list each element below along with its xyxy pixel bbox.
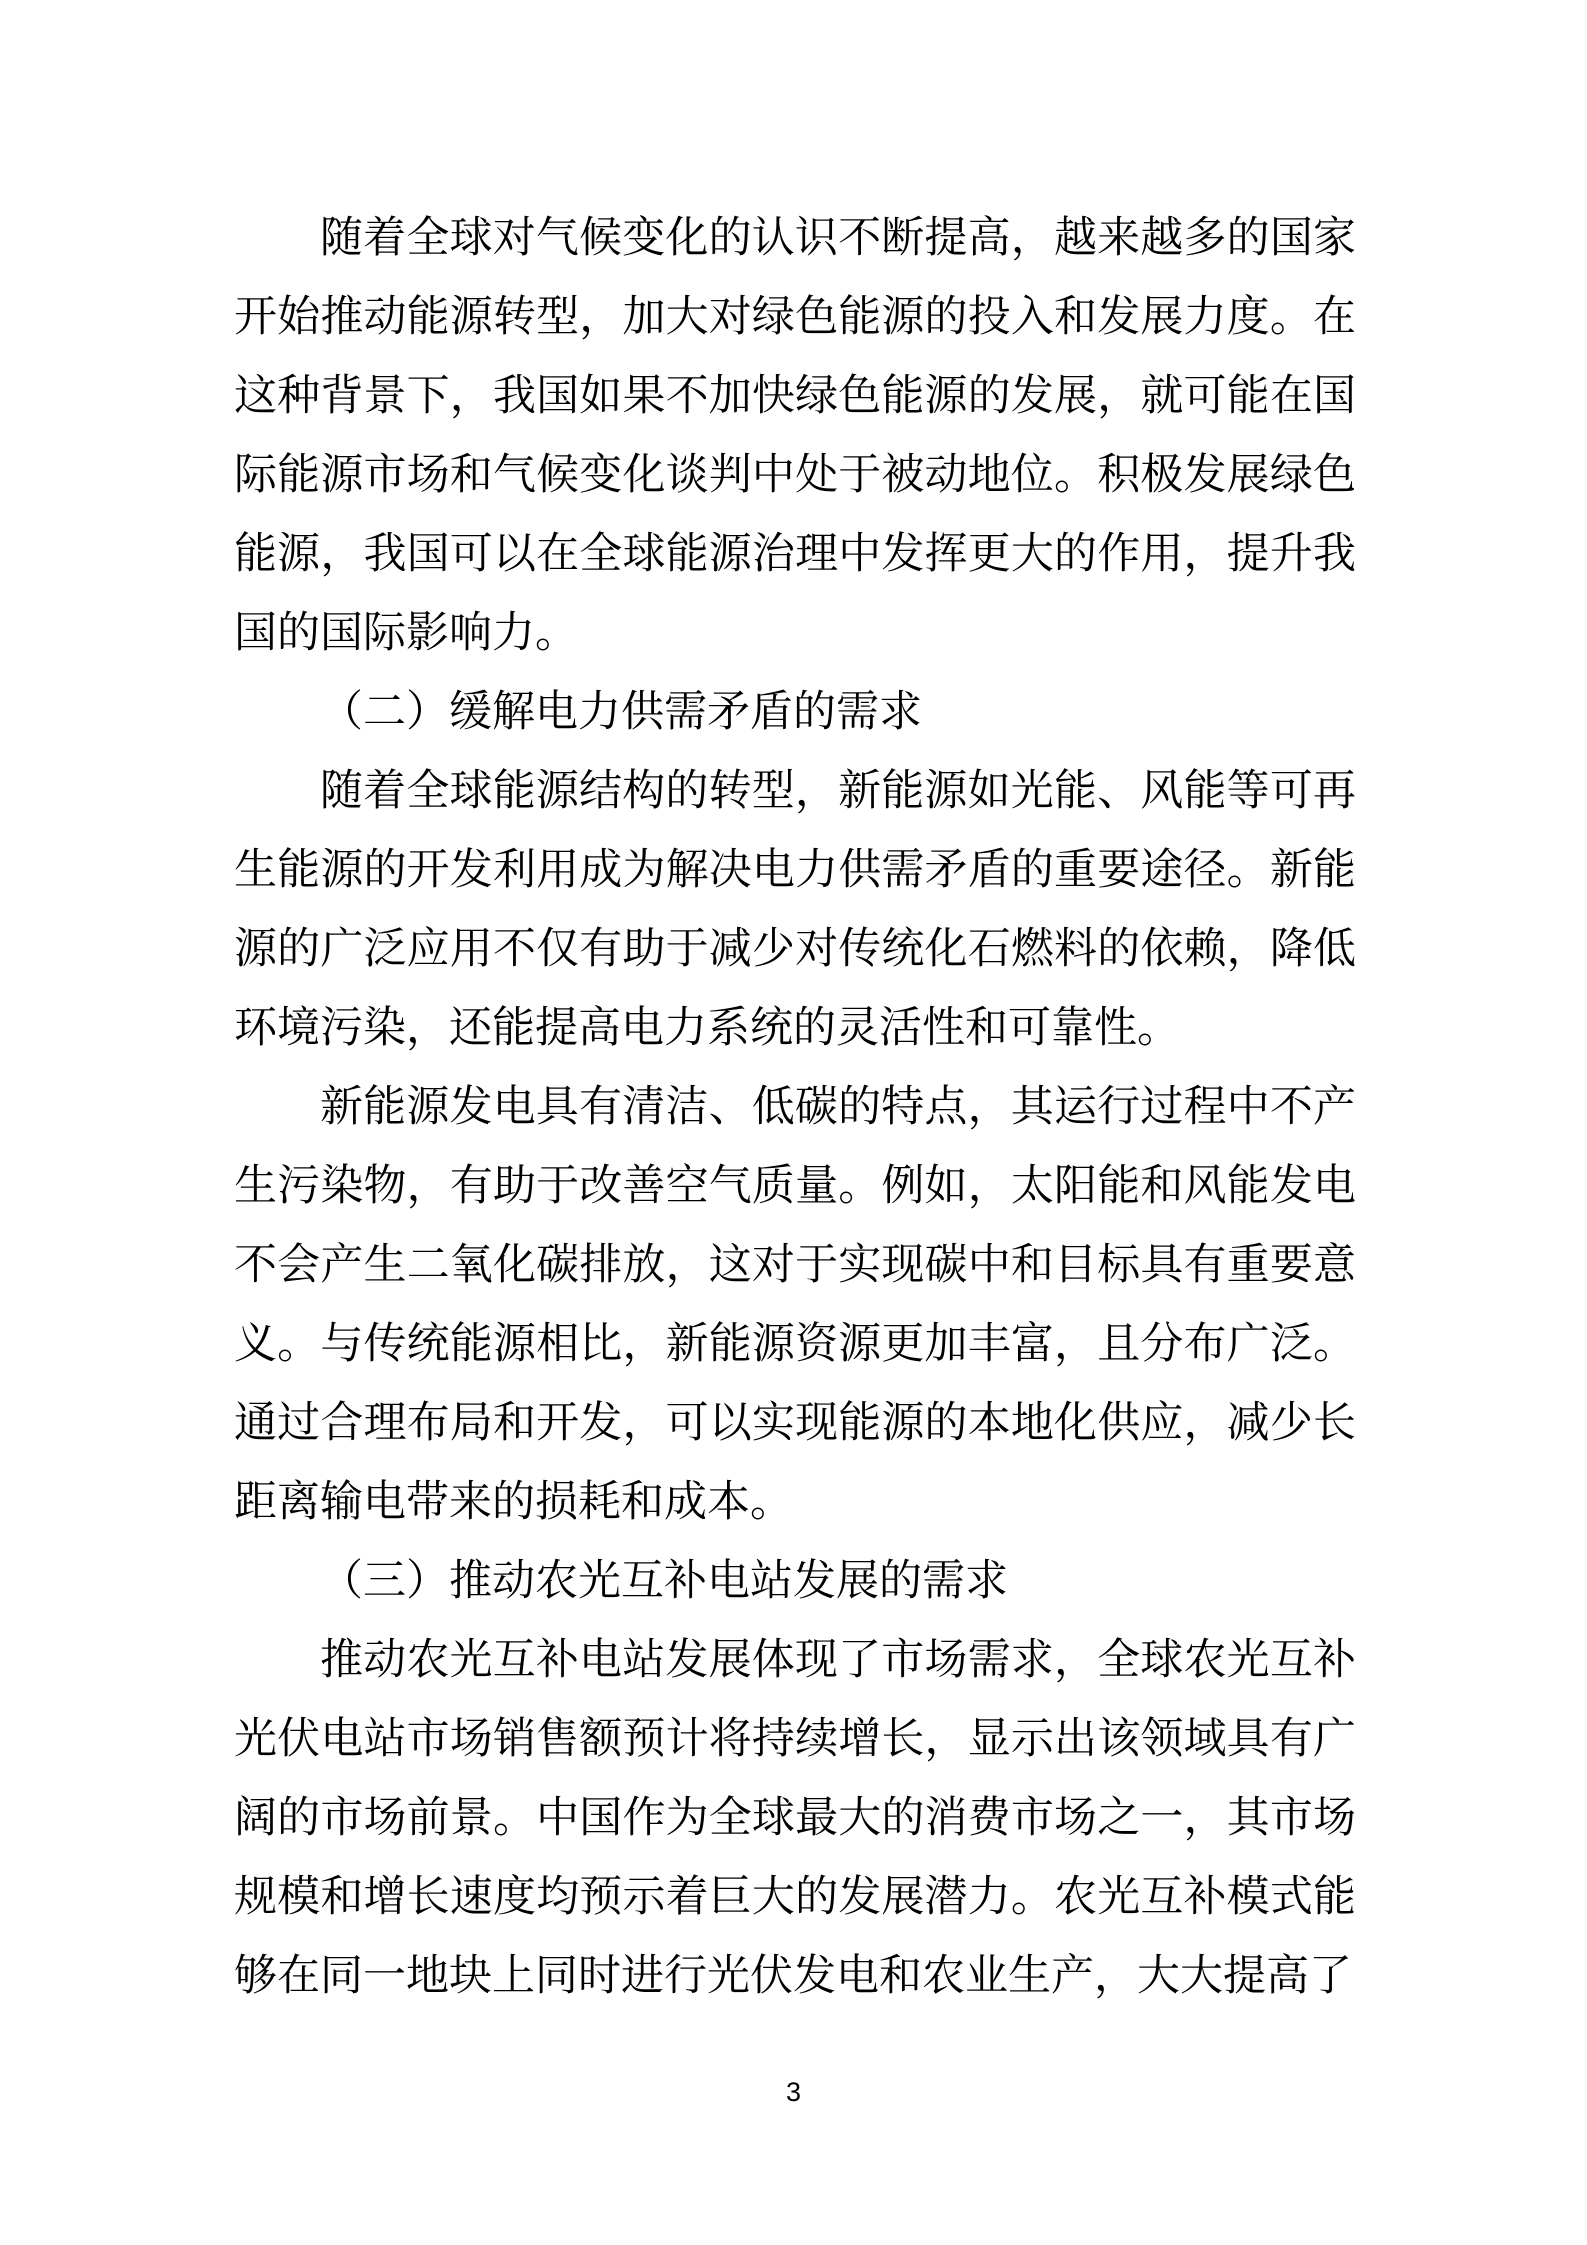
paragraph: 随着全球对气候变化的认识不断提高，越来越多的国家开始推动能源转型，加大对绿色能源的投入和发展力度。在这种背景下，我国如果不加快绿色能源的发展，就可能在国际能源市场和气候变化谈判中处于被动地位。积极发展绿色能源，我国可以在全球能源治理中发挥更大的作用，提升我国的国际影响力。 [234,214,1356,657]
page-footer [0,2074,1587,2110]
section-heading: （二）缓解电力供需矛盾的需求 [320,688,922,736]
page-number: 3 [785,2077,802,2107]
paragraph: 新能源发电具有清洁、低碳的特点，其运行过程中不产生污染物，有助于改善空气质量。例如，太阳能和风能发电不会产生二氧化碳排放，这对于实现碳中和目标具有重要意义。与传统能源相比，新能源资源更加丰富，且分布广泛。通过合理布局和开发，可以实现能源的本地化供应，减少长距离输电带来的损耗和成本。 [234,1083,1356,1526]
paragraph: 推动农光互补电站发展体现了市场需求，全球农光互补光伏电站市场销售额预计将持续增长，显示出该领域具有广阔的市场前景。中国作为全球最大的消费市场之一，其市场规模和增长速度均预示着巨大的发展潜力。农光互补模式能够在同一地块上同时进行光伏发电和农业生产，大大提高了 [234,1636,1356,2000]
paragraph: 随着全球能源结构的转型，新能源如光能、风能等可再生能源的开发利用成为解决电力供需矛盾的重要途径。新能源的广泛应用不仅有助于减少对传统化石燃料的依赖，降低环境污染，还能提高电力系统的灵活性和可靠性。 [234,767,1356,1052]
section-heading: （三）推动农光互补电站发展的需求 [320,1557,1008,1605]
page-body-text [234,199,1356,2016]
